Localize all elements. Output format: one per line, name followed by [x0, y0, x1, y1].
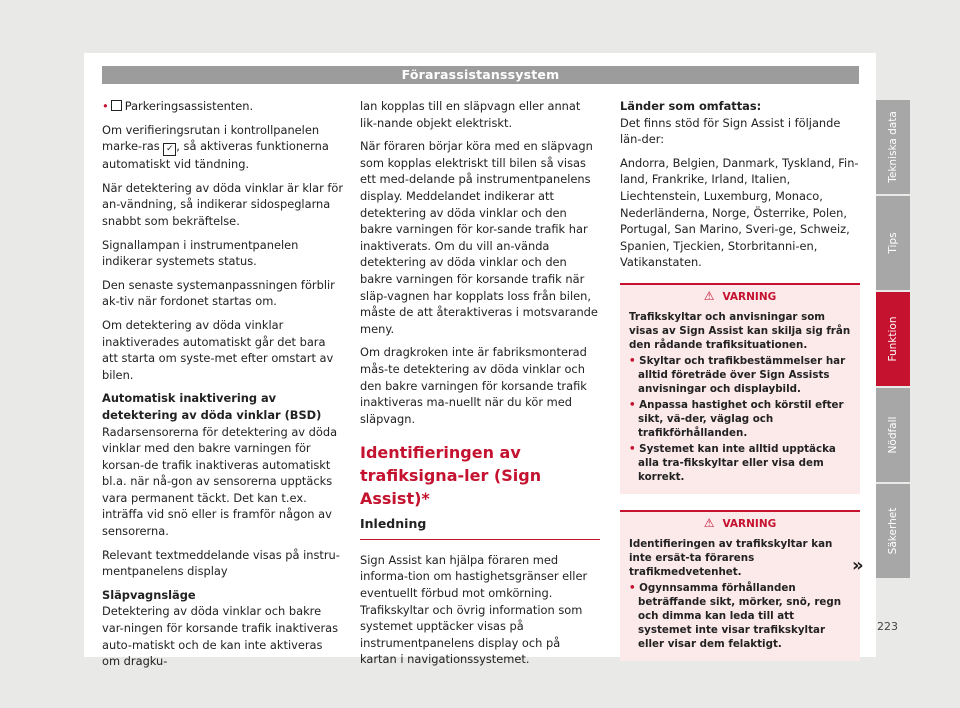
paragraph: lan kopplas till en släpvagn eller annat lik-nande objekt elektriskt.	[360, 99, 581, 130]
checkbox-checked-icon: ✓	[163, 143, 176, 156]
warning-title: VARNING	[722, 517, 777, 530]
paragraph: Relevant textmeddelande visas på instru-mentpanelens display	[102, 547, 340, 579]
text: Ogynnsamma förhållanden beträffande sikt, mörker, snö, regn och dimma kan leda till att systemet inte visar trafikskyltar eller visar dem felaktigt.	[638, 581, 842, 650]
bullet-icon: •	[629, 442, 640, 455]
bullet-icon: •	[629, 354, 640, 367]
bullet-icon: •	[629, 398, 640, 411]
warning-triangle-icon: ⚠	[703, 515, 715, 530]
paragraph: Signallampan i instrumentpanelen indikerar systemets status.	[102, 237, 299, 269]
subheading: Inledning	[360, 516, 427, 532]
tab-nodfall[interactable]	[876, 388, 910, 482]
paragraph: När föraren börjar köra med en släpvagn som kopplas elektriskt till bilen så visas ett med-delande på instrumentpanelens display. Meddelandet indikerar att detektering av döda vinklar och den bakre varningen för kor-sande trafik har inaktiverats. Om du vill an-vända detektering av döda vinklar och den bakre varningen för korsande trafik när släp-vagnen har kopplats loss från bilen, måste de att återaktiveras i motsvarande meny.	[360, 139, 598, 336]
paragraph: Den senaste systemanpassningen förblir ak-tiv när fordonet startas om.	[102, 277, 335, 309]
warning-intro: Identifieringen av trafikskyltar kan inte ersät-ta förarens trafikmedvetenhet.	[629, 537, 833, 578]
list-item	[102, 98, 344, 115]
warning-box	[620, 510, 860, 661]
paragraph: Om detektering av döda vinklar inaktiverades automatiskt går det bara att starta om syste-met efter omstart av bilen.	[102, 317, 334, 382]
paragraph	[102, 122, 344, 173]
paragraph: Radarsensorerna för detektering av döda vinklar med den bakre varningen för korsan-de trafik inaktiveras automatiskt bl.a. när nå-gon av sensorerna upptäcks vara permanent täckt. Det kan t.ex. inträffa vid snö eller is framför någon av sensorerna.	[102, 424, 338, 539]
warning-triangle-icon: ⚠	[703, 288, 715, 303]
section-title: Identifieringen av trafiksigna-ler (Sign Assist)*	[360, 443, 542, 509]
warning-bullet	[629, 581, 851, 651]
warning-header	[629, 289, 851, 304]
warning-box	[620, 283, 860, 494]
tab-label: Nödfall	[887, 416, 899, 454]
bullet-icon: •	[629, 581, 640, 594]
paragraph: När detektering av döda vinklar är klar för an-vändning, så indikerar sidospeglarna snabbt som bekräftelse.	[102, 180, 344, 228]
paragraph: Om dragkroken inte är fabriksmonterad mås-te detektering av döda vinklar och den bakre varningen för korsande trafik inaktiveras ma-nuellt när du kör med släpvagn.	[360, 345, 587, 426]
heading: Automatisk inaktivering av detektering av döda vinklar (BSD)	[102, 391, 322, 422]
tab-label: Funktion	[887, 316, 899, 362]
text: Systemet kan inte alltid upptäcka alla tra-fikskyltar eller visa dem korrekt.	[638, 442, 836, 483]
column-1	[102, 98, 344, 677]
text: Skyltar och trafikbestämmelser har alltid företräde över Sign Assists anvisningar och displaybild.	[638, 354, 846, 395]
subheading-rule	[360, 516, 600, 540]
tab-label: Tekniska data	[887, 111, 899, 183]
warning-header	[629, 516, 851, 531]
bullet-text: Parkeringsassistenten.	[124, 99, 254, 113]
text: Anpassa hastighet och körstil efter sikt, vä-der, väglag och trafikförhållanden.	[638, 398, 844, 439]
warning-title: VARNING	[722, 290, 777, 303]
heading: Länder som omfattas:	[620, 99, 762, 113]
tab-label: Tips	[887, 232, 899, 254]
warning-bullet	[629, 354, 851, 396]
paragraph: Det finns stöd för Sign Assist i följande län-der:	[620, 115, 841, 147]
tab-label: Säkerhet	[887, 507, 899, 555]
column-3	[620, 98, 860, 661]
continue-arrow-icon: »	[852, 555, 864, 576]
text: Om verifieringsrutan i kontrollpanelen marke-ras	[102, 122, 320, 154]
bullet-icon: •	[102, 99, 109, 113]
paragraph: Sign Assist kan hjälpa föraren med informa-tion om hastighetsgränser eller eventuellt förbud mot omkörning. Trafikskyltar och övrig information som systemet upptäcker visas på instrumentpanelens display och på kartan i navigationssystemet.	[360, 552, 588, 667]
heading: Släpvagnsläge	[102, 587, 196, 602]
text: , så aktiveras funktionerna automatiskt vid tändning.	[102, 139, 329, 172]
page-header: Förarassistanssystem	[102, 66, 859, 84]
column-2	[360, 98, 600, 675]
tab-tips[interactable]	[876, 196, 910, 290]
tab-funktion[interactable]	[876, 292, 910, 386]
paragraph: Andorra, Belgien, Danmark, Tyskland, Fin-land, Frankrike, Irland, Italien, Liechtenstein, Luxemburg, Monaco, Nederländerna, Norge, Österrike, Polen, Portugal, San Marino, Sveri-ge, Schweiz, Spanien, Tjeckien, Storbritanni-en, Vatikanstaten.	[620, 155, 859, 270]
checkbox-empty-icon	[111, 100, 122, 111]
chapter-tabs	[876, 100, 910, 580]
page-number: 223	[877, 620, 898, 633]
warning-intro: Trafikskyltar och anvisningar som visas av Sign Assist kan skilja sig från den rådande trafiksituationen.	[629, 310, 851, 351]
tab-tekniska-data[interactable]	[876, 100, 910, 194]
tab-sakerhet[interactable]	[876, 484, 910, 578]
warning-bullet	[629, 398, 851, 440]
warning-bullet	[629, 442, 851, 484]
paragraph: Detektering av döda vinklar och bakre var-ningen för korsande trafik inaktiveras auto-matiskt och de kan inte aktiveras om dragku-	[102, 604, 339, 669]
